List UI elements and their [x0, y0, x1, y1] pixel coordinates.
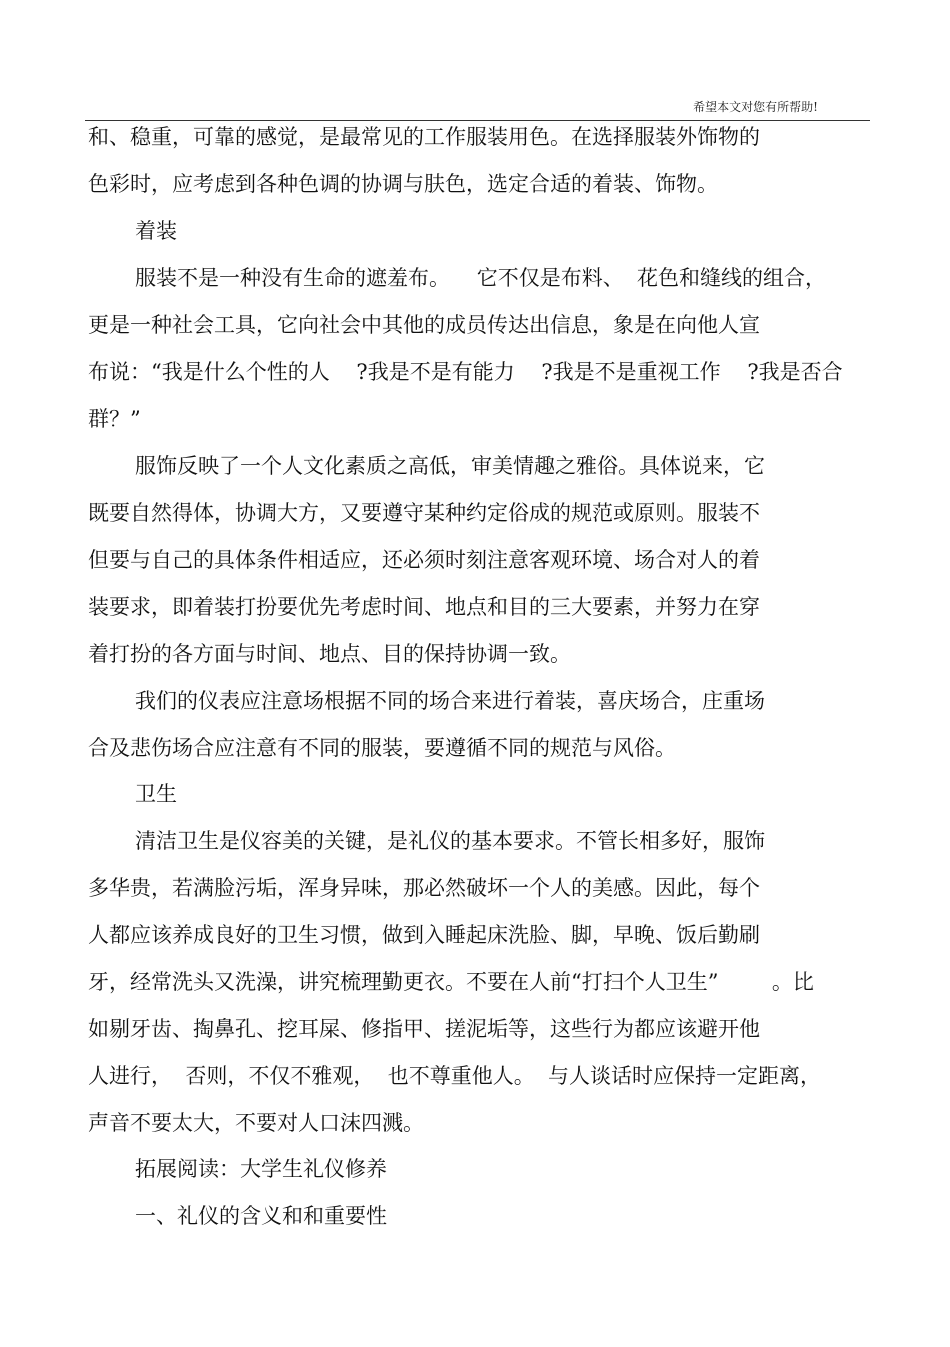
body-line: 但要与自己的具体条件相适应，还必须时刻注意客观环境、场合对人的着 — [88, 548, 760, 572]
body-line: 色彩时，应考虑到各种色调的协调与肤色，选定合适的着装、饰物。 — [88, 172, 718, 196]
body-line: 和、稳重，可靠的感觉，是最常见的工作服装用色。在选择服装外饰物的 — [88, 125, 760, 149]
body-line: 布说：“我是什么个性的人 ?我是不是有能力 ?我是不是重视工作 ?我是否合 — [88, 360, 843, 384]
page-header-note: 希望本文对您有所帮助! — [693, 100, 818, 114]
body-line: 人进行， 否则，不仅不雅观， 也不尊重他人。 与人谈话时应保持一定距离， — [88, 1064, 822, 1088]
section-heading-hygiene: 卫生 — [135, 782, 177, 806]
body-line: 人都应该养成良好的卫生习惯，做到入睡起床洗脸、脚，早晚、饭后勤刷 — [88, 923, 760, 947]
body-line: 清洁卫生是仪容美的关键，是礼仪的基本要求。不管长相多好，服饰 — [135, 829, 765, 853]
body-line: 既要自然得体，协调大方，又要遵守某种约定俗成的规范或原则。服装不 — [88, 501, 760, 525]
body-line: 声音不要太大，不要对人口沫四溅。 — [88, 1111, 424, 1135]
section-heading-etiquette: 一、礼仪的含义和和重要性 — [135, 1204, 387, 1228]
body-line: 我们的仪表应注意场根据不同的场合来进行着装，喜庆场合，庄重场 — [135, 689, 765, 713]
body-line: 装要求，即着装打扮要优先考虑时间、地点和目的三大要素，并努力在穿 — [88, 595, 760, 619]
body-line: 合及悲伤场合应注意有不同的服装，要遵循不同的规范与风俗。 — [88, 736, 676, 760]
body-line: 群？” — [88, 407, 141, 431]
body-line: 如剔牙齿、掏鼻孔、挖耳屎、修指甲、搓泥垢等，这些行为都应该避开他 — [88, 1017, 760, 1041]
body-line: 多华贵，若满脸污垢，浑身异味，那必然破坏一个人的美感。因此，每个 — [88, 876, 760, 900]
extended-reading-heading: 拓展阅读：大学生礼仪修养 — [135, 1157, 387, 1181]
header-divider — [85, 120, 870, 121]
body-line: 更是一种社会工具，它向社会中其他的成员传达出信息，象是在向他人宣 — [88, 313, 760, 337]
section-heading-dress: 着装 — [135, 219, 177, 243]
body-line: 服饰反映了一个人文化素质之高低，审美情趣之雅俗。具体说来，它 — [135, 454, 765, 478]
body-line: 着打扮的各方面与时间、地点、目的保持协调一致。 — [88, 642, 571, 666]
body-line: 牙，经常洗头又洗澡，讲究梳理勤更衣。不要在人前“打扫个人卫生” 。比 — [88, 970, 814, 994]
body-line: 服装不是一种没有生命的遮羞布。 它不仅是布料、 花色和缝线的组合， — [135, 266, 827, 290]
